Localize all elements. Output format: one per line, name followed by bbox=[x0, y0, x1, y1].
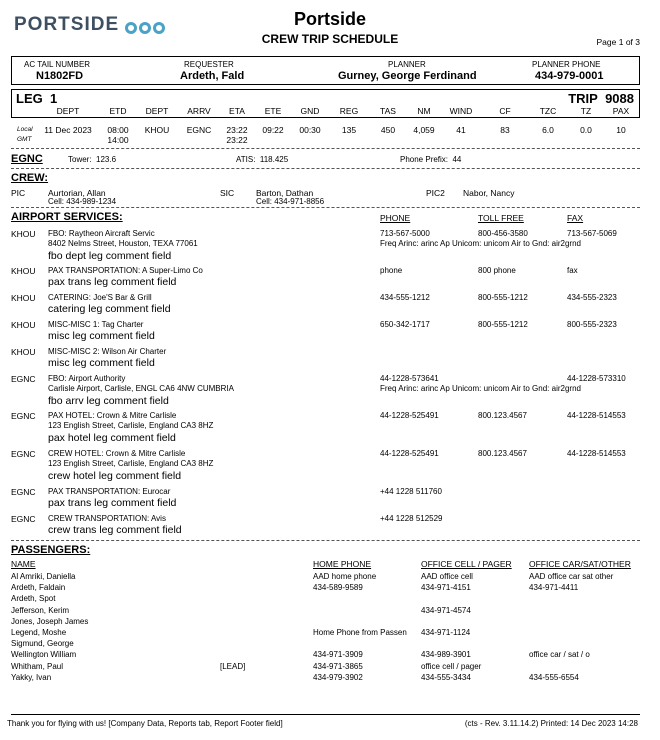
sic-label: SIC bbox=[220, 188, 235, 198]
leg-local-value: 450 bbox=[380, 125, 396, 135]
footer-left: Thank you for flying with us! [Company Data, Reports tab, Report Footer field] bbox=[7, 719, 283, 728]
pax-col-home: HOME PHONE bbox=[313, 559, 372, 569]
passenger-office-cell: 434-989-3901 bbox=[421, 650, 471, 660]
passenger-home-phone: 434-979-3902 bbox=[313, 672, 363, 682]
leg-col-header: TAS bbox=[380, 106, 396, 116]
service-phone: 434-555-1212 bbox=[380, 293, 430, 302]
leg-col-header: DEPT bbox=[145, 106, 169, 116]
pax-col-office: OFFICE CELL / PAGER bbox=[421, 559, 512, 569]
services-col-tollfree: TOLL FREE bbox=[478, 213, 524, 223]
leg-local-value: 4,059 bbox=[413, 125, 435, 135]
prefix-label: Phone Prefix: bbox=[400, 155, 449, 164]
phone-prefix bbox=[400, 155, 461, 164]
tail-number-value: N1802FD bbox=[36, 70, 84, 82]
passenger-home-phone: 434-971-3865 bbox=[313, 661, 363, 671]
service-name: MISC-MISC 2: Wilson Air Charter bbox=[48, 347, 167, 356]
service-phone: 44-1228-525491 bbox=[380, 411, 439, 420]
service-freq: Freq Arinc: arinc Ap Unicom: unicom Air to Gnd: air2grnd bbox=[380, 239, 581, 248]
service-fax: 713-567-5069 bbox=[567, 229, 617, 238]
passenger-office-cell: 434-555-3434 bbox=[421, 672, 471, 682]
crew-title: CREW: bbox=[11, 172, 49, 184]
leg-local-value: 135 bbox=[341, 125, 357, 135]
passenger-name: Wellington William bbox=[11, 650, 77, 660]
gmt-etd: 14:00 bbox=[107, 135, 129, 145]
services-title: AIRPORT SERVICES: bbox=[11, 211, 123, 223]
service-tollfree: 800-555-1212 bbox=[478, 293, 528, 302]
tower-value: 123.6 bbox=[96, 155, 117, 164]
passenger-office-cell: 434-971-4151 bbox=[421, 583, 471, 593]
leg-local-value: 00:30 bbox=[299, 125, 321, 135]
planner-phone-value: 434-979-0001 bbox=[535, 70, 604, 82]
atis-value: 118.425 bbox=[259, 155, 289, 164]
gmt-eta: 23:22 bbox=[226, 135, 248, 145]
leg-col-header: TZC bbox=[539, 106, 557, 116]
passenger-home-phone: 434-971-3909 bbox=[313, 650, 363, 660]
trip-label bbox=[568, 91, 634, 106]
sic-cell: Cell: 434-971-8856 bbox=[256, 197, 325, 206]
leg-local-value: KHOU bbox=[144, 125, 170, 135]
leg-local-value: 09:22 bbox=[262, 125, 284, 135]
passenger-office-car: office car / sat / o bbox=[529, 650, 590, 660]
pic2-label: PIC2 bbox=[426, 188, 445, 198]
service-phone: 44-1228-525491 bbox=[380, 449, 439, 458]
service-airport: KHOU bbox=[11, 266, 36, 276]
leg-local-value: 08:00 bbox=[107, 125, 129, 135]
service-comment: misc leg comment field bbox=[48, 357, 155, 369]
passenger-name: Sigmund, George bbox=[11, 639, 74, 649]
passenger-name: Jefferson, Kerim bbox=[11, 605, 70, 615]
service-comment: crew hotel leg comment field bbox=[48, 470, 182, 482]
leg-local-value: 0.0 bbox=[580, 125, 592, 135]
service-phone: +44 1228 511760 bbox=[380, 487, 442, 496]
service-airport: KHOU bbox=[11, 229, 36, 239]
passenger-name: Jones, Joseph James bbox=[11, 616, 89, 626]
service-fax: fax bbox=[567, 266, 578, 275]
service-tollfree: 800.123.4567 bbox=[478, 449, 527, 458]
passenger-home-phone: 434-589-9589 bbox=[313, 583, 363, 593]
tail-number-label: AC TAIL NUMBER bbox=[24, 60, 91, 69]
passenger-home-phone: Home Phone from Passen bbox=[313, 628, 407, 637]
service-airport: EGNC bbox=[11, 411, 36, 421]
service-name: CREW HOTEL: Crown & Mitre Carlisle bbox=[48, 449, 186, 458]
service-freq: Freq Arinc: arinc Ap Unicom: unicom Air to Gnd: air2grnd bbox=[380, 384, 581, 393]
local-label: Local bbox=[17, 126, 33, 133]
service-name: FBO: Raytheon Aircraft Servic bbox=[48, 229, 155, 238]
service-airport: EGNC bbox=[11, 487, 36, 497]
leg-label bbox=[16, 91, 57, 106]
service-name: CATERING: Joe'S Bar & Grill bbox=[48, 293, 152, 302]
service-tollfree: 800.123.4567 bbox=[478, 411, 527, 420]
pax-col-car: OFFICE CAR/SAT/OTHER bbox=[529, 559, 631, 569]
leg-col-header: GND bbox=[300, 106, 320, 116]
logo-wordmark: PORTSIDE bbox=[14, 14, 120, 35]
planner-value: Gurney, George Ferdinand bbox=[338, 70, 477, 82]
leg-col-header: PAX bbox=[612, 106, 630, 116]
service-name: FBO: Airport Authority bbox=[48, 374, 126, 383]
planner-phone-label: PLANNER PHONE bbox=[532, 60, 601, 69]
service-name: PAX TRANSPORTATION: Eurocar bbox=[48, 487, 171, 496]
requester-value: Ardeth, Fald bbox=[180, 70, 245, 82]
planner-label: PLANNER bbox=[388, 60, 426, 69]
service-name: MISC-MISC 1: Tag Charter bbox=[48, 320, 144, 329]
leg-col-header: REG bbox=[339, 106, 359, 116]
service-comment: catering leg comment field bbox=[48, 303, 171, 315]
passenger-office-car: AAD office car sat other bbox=[529, 572, 614, 581]
service-comment: misc leg comment field bbox=[48, 330, 155, 342]
leg-local-value: 6.0 bbox=[542, 125, 554, 135]
service-comment: fbo dept leg comment field bbox=[48, 250, 172, 262]
trip-number: 9088 bbox=[605, 91, 634, 106]
passenger-office-car: 434-555-6554 bbox=[529, 672, 579, 682]
pic-name: Aurtorian, Allan bbox=[48, 188, 106, 198]
service-airport: KHOU bbox=[11, 320, 36, 330]
passenger-home-phone: AAD home phone bbox=[313, 572, 377, 581]
leg-col-header: ETD bbox=[109, 106, 127, 116]
service-name: PAX TRANSPORTATION: A Super-Limo Co bbox=[48, 266, 203, 275]
service-phone: phone bbox=[380, 266, 403, 275]
report-title: Portside bbox=[293, 9, 367, 29]
service-tollfree: 800-555-1212 bbox=[478, 320, 528, 329]
passenger-office-car: 434-971-4411 bbox=[529, 583, 579, 593]
footer-right: (cts - Rev. 3.11.14.2) Printed: 14 Dec 2023 14:28 bbox=[464, 719, 638, 728]
atis-freq bbox=[236, 155, 288, 164]
gmt-label: GMT bbox=[17, 136, 32, 143]
service-airport: EGNC bbox=[11, 449, 36, 459]
sic-name: Barton, Dathan bbox=[256, 188, 314, 198]
leg-col-header: CF bbox=[499, 106, 511, 116]
atis-label: ATIS: bbox=[236, 155, 256, 164]
service-fax: 434-555-2323 bbox=[567, 293, 617, 302]
page-number: Page 1 of 3 bbox=[596, 37, 640, 47]
passenger-name: Legend, Moshe bbox=[11, 628, 67, 637]
service-name: CREW TRANSPORTATION: Avis bbox=[48, 514, 166, 523]
service-phone: +44 1228 512529 bbox=[380, 514, 443, 523]
leg-local-value: 11 Dec 2023 bbox=[44, 125, 92, 135]
leg-col-header: ETA bbox=[229, 106, 245, 116]
divider bbox=[11, 168, 640, 169]
trip-word: TRIP bbox=[568, 91, 598, 106]
service-comment: pax trans leg comment field bbox=[48, 497, 177, 509]
service-fax: 800-555-2323 bbox=[567, 320, 617, 329]
report-subtitle: CREW TRIP SCHEDULE bbox=[261, 32, 399, 46]
leg-col-header: WIND bbox=[449, 106, 473, 116]
pax-col-name: NAME bbox=[11, 559, 36, 569]
pic-cell: Cell: 434-989-1234 bbox=[48, 197, 117, 206]
service-comment: fbo arrv leg comment field bbox=[48, 395, 169, 407]
divider bbox=[11, 540, 640, 541]
service-fax: 44-1228-573310 bbox=[567, 374, 626, 383]
passenger-office-cell: office cell / pager bbox=[421, 661, 482, 671]
pic-label: PIC bbox=[11, 188, 26, 198]
divider bbox=[11, 207, 640, 208]
service-airport: KHOU bbox=[11, 347, 36, 357]
service-airport: KHOU bbox=[11, 293, 36, 303]
leg-local-value: 41 bbox=[456, 125, 466, 135]
tower-freq bbox=[68, 155, 116, 164]
leg-col-header: DEPT bbox=[56, 106, 80, 116]
service-fax: 44-1228-514553 bbox=[567, 411, 626, 420]
divider bbox=[11, 148, 640, 149]
leg-word: LEG bbox=[16, 91, 43, 106]
passenger-office-cell: 434-971-4574 bbox=[421, 605, 471, 615]
passenger-office-cell: 434-971-1124 bbox=[421, 628, 471, 637]
passenger-name: Whitham, Paul bbox=[11, 661, 64, 671]
service-airport: EGNC bbox=[11, 374, 36, 384]
services-col-fax: FAX bbox=[567, 213, 584, 223]
service-comment: pax trans leg comment field bbox=[48, 276, 177, 288]
service-tollfree: 800-456-3580 bbox=[478, 229, 528, 238]
service-airport: EGNC bbox=[11, 514, 36, 524]
service-phone: 650-342-1717 bbox=[380, 320, 430, 329]
passenger-name: Ardeth, Spot bbox=[11, 594, 56, 604]
service-address: 123 English Street, Carlisle, England CA3 8HZ bbox=[48, 459, 214, 468]
prefix-value: 44 bbox=[452, 155, 462, 164]
service-phone: 44-1228-573641 bbox=[380, 374, 439, 383]
service-address: Carlisle Airport, Carlisle, ENGL CA6 4NW CUMBRIA bbox=[48, 384, 234, 393]
requester-label: REQUESTER bbox=[184, 60, 234, 69]
footer-rule bbox=[11, 714, 640, 715]
service-address: 8402 Nelms Street, Houston, TEXA 77061 bbox=[48, 239, 198, 248]
service-comment: crew trans leg comment field bbox=[48, 524, 182, 536]
passenger-name: Ardeth, Faldain bbox=[11, 583, 66, 593]
leg-local-value: 23:22 bbox=[226, 125, 248, 135]
passenger-tag: [LEAD] bbox=[220, 661, 246, 671]
passenger-name: Yakky, Ivan bbox=[11, 672, 52, 682]
service-name: PAX HOTEL: Crown & Mitre Carlisle bbox=[48, 411, 177, 420]
leg-col-header: NM bbox=[417, 106, 431, 116]
tower-label: Tower: bbox=[68, 155, 92, 164]
leg-col-header: TZ bbox=[580, 106, 592, 116]
passenger-name: Al Amriki, Daniella bbox=[11, 572, 76, 581]
service-address: 123 English Street, Carlisle, England CA3 8HZ bbox=[48, 421, 214, 430]
passenger-office-cell: AAD office cell bbox=[421, 572, 473, 581]
service-comment: pax hotel leg comment field bbox=[48, 432, 176, 444]
pic2-name: Nabor, Nancy bbox=[463, 188, 515, 198]
leg-col-header: ARRV bbox=[187, 106, 211, 116]
passengers-title: PASSENGERS: bbox=[11, 544, 91, 556]
leg-number: 1 bbox=[49, 91, 58, 106]
leg-col-header: ETE bbox=[264, 106, 282, 116]
service-phone: 713-567-5000 bbox=[380, 229, 430, 238]
services-col-phone: PHONE bbox=[380, 213, 411, 223]
station-code: EGNC bbox=[11, 153, 43, 165]
service-fax: 44-1228-514553 bbox=[567, 449, 626, 458]
leg-local-value: 83 bbox=[500, 125, 510, 135]
service-tollfree: 800 phone bbox=[478, 266, 516, 275]
leg-local-value: EGNC bbox=[186, 125, 212, 135]
leg-local-value: 10 bbox=[616, 125, 626, 135]
